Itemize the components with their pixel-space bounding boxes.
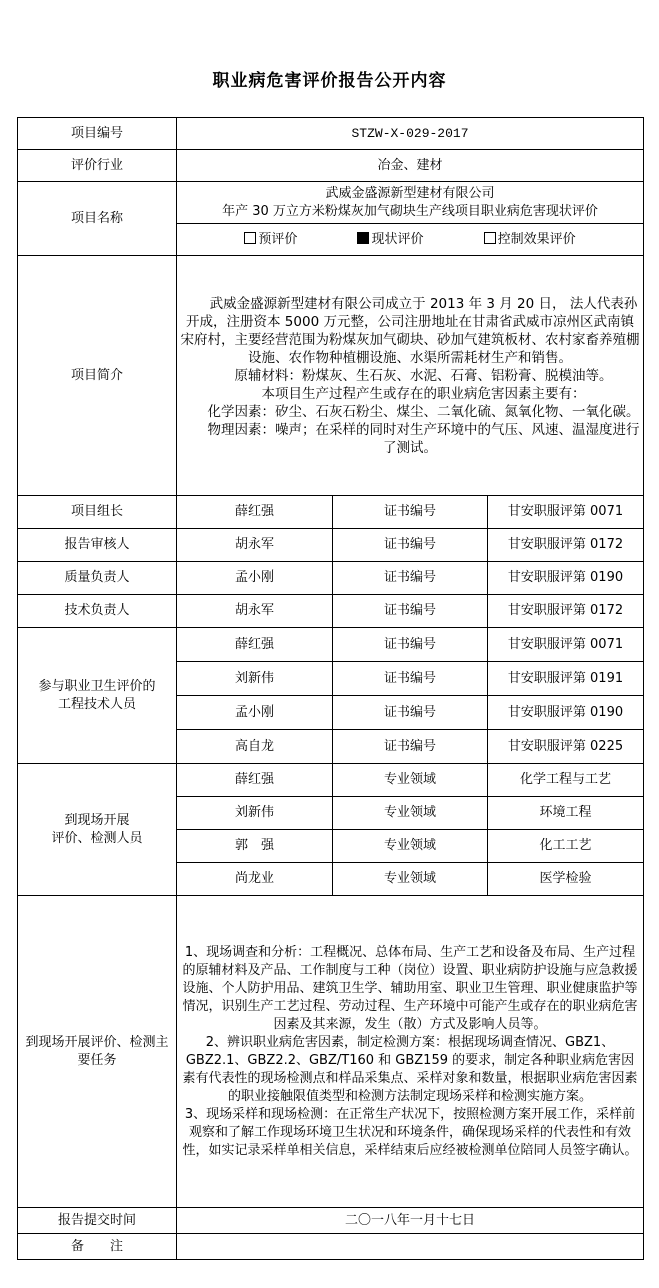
cert-label: 证书编号 (333, 529, 488, 562)
row-reviewer (18, 529, 644, 562)
engineer-name: 孟小刚 (177, 696, 333, 730)
eval-option-pre (244, 231, 297, 249)
field-value: 环境工程 (488, 797, 644, 830)
row-remarks (18, 1234, 644, 1260)
reviewer-label: 报告审核人 (18, 529, 177, 562)
row-tasks (18, 896, 644, 1208)
field-staff-label-line1: 到现场开展 (64, 812, 130, 828)
engineer-name: 高自龙 (177, 730, 333, 764)
row-engineer (18, 628, 644, 662)
intro-paragraph: 原辅材料：粉煤灰、生石灰、水泥、石膏、铝粉膏、脱模油等。 (234, 367, 613, 384)
cert-label: 证书编号 (333, 662, 488, 696)
tech-name: 胡永军 (177, 595, 333, 628)
eval-option-control (484, 231, 576, 249)
project-name-value (177, 182, 644, 224)
tasks-label: 到现场开展评价、检测主要任务 (18, 896, 177, 1208)
leader-name: 薛红强 (177, 496, 333, 529)
field-label: 专业领域 (333, 764, 488, 797)
checkbox-checked-icon (357, 232, 369, 244)
field-label: 专业领域 (333, 863, 488, 896)
intro-paragraph: 化学因素：矽尘、石灰石粉尘、煤尘、二氧化硫、氮氧化物、一氧化碳。 (207, 403, 640, 420)
cert-label: 证书编号 (333, 595, 488, 628)
engineer-cert: 甘安职服评第 0191 (488, 662, 644, 696)
field-label: 专业领域 (333, 797, 488, 830)
engineer-cert: 甘安职服评第 0225 (488, 730, 644, 764)
row-project-no (18, 118, 644, 150)
reviewer-name: 胡永军 (177, 529, 333, 562)
row-quality (18, 562, 644, 595)
eval-option-current (357, 231, 423, 249)
row-field-staff (18, 764, 644, 797)
project-no-label: 项目编号 (18, 118, 177, 150)
intro-text (177, 256, 644, 496)
row-industry (18, 150, 644, 182)
engineer-cert: 甘安职服评第 0190 (488, 696, 644, 730)
task-item: 2、辨识职业病危害因素，制定检测方案：根据现场调查情况、GBZ1、GBZ2.1、GBZ2.2、GBZ/T160 和 GBZ159 的要求，制定各种职业病危害因素有代表性的现场检测点和样品采集点、采样对象和数量，根据职业病危害因素的职业接触限值类型和检测方法制定现场采样和检测实施方案。 (182, 1034, 638, 1104)
field-staff-name: 刘新伟 (177, 797, 333, 830)
field-staff-label-line2: 评价、检测人员 (51, 830, 143, 846)
row-project-name (18, 182, 644, 224)
submit-label: 报告提交时间 (18, 1208, 177, 1234)
project-no-value: STZW-X-029-2017 (177, 118, 644, 150)
field-staff-name: 郭 强 (177, 830, 333, 863)
engineers-label (18, 628, 177, 764)
leader-cert: 甘安职服评第 0071 (488, 496, 644, 529)
cert-label: 证书编号 (333, 730, 488, 764)
checkbox-unchecked-icon (484, 232, 496, 244)
industry-label: 评价行业 (18, 150, 177, 182)
report-table (17, 117, 644, 1260)
cert-label: 证书编号 (333, 696, 488, 730)
engineer-name: 刘新伟 (177, 662, 333, 696)
field-value: 医学检验 (488, 863, 644, 896)
page-title: 职业病危害评价报告公开内容 (212, 71, 447, 91)
intro-label: 项目简介 (18, 256, 177, 496)
quality-label: 质量负责人 (18, 562, 177, 595)
cert-label: 证书编号 (333, 496, 488, 529)
engineer-cert: 甘安职服评第 0071 (488, 628, 644, 662)
field-staff-name: 尚龙业 (177, 863, 333, 896)
field-value: 化工工艺 (488, 830, 644, 863)
remarks-value (177, 1234, 644, 1260)
engineer-name: 薛红强 (177, 628, 333, 662)
eval-type-options (177, 224, 644, 256)
engineers-label-line2: 工程技术人员 (57, 696, 136, 712)
company-name: 武威金盛源新型建材有限公司 (325, 185, 495, 201)
submit-value: 二〇一八年一月十七日 (177, 1208, 644, 1234)
quality-name: 孟小刚 (177, 562, 333, 595)
quality-cert: 甘安职服评第 0190 (488, 562, 644, 595)
task-item: 3、现场采样和现场检测：在正常生产状况下，按照检测方案开展工作，采样前观察和了解工作现场环境卫生状况和环境条件，确保现场采样的代表性和有效性，如实记录采样单相关信息，采样结束后应经被检测单位陪同人员签字确认。 (182, 1106, 638, 1158)
field-staff-name: 薛红强 (177, 764, 333, 797)
eval-current-label: 现状评价 (371, 231, 424, 247)
row-leader (18, 496, 644, 529)
cert-label: 证书编号 (333, 628, 488, 662)
leader-label: 项目组长 (18, 496, 177, 529)
cert-label: 证书编号 (333, 562, 488, 595)
tasks-text (177, 896, 644, 1208)
field-value: 化学工程与工艺 (488, 764, 644, 797)
task-item: 1、现场调查和分析：工程概况、总体布局、生产工艺和设备及布局、生产过程的原辅材料及产品、工作制度与工种（岗位）设置、职业病防护设施与应急救援设施、个人防护用品、建筑卫生学、辅助用室、职业卫生管理、职业健康监护等情况，识别生产工艺过程、劳动过程、生产环境中可能产生或存在的职业病危害因素及其来源，发生（散）方式及影响人员等。 (182, 944, 638, 1032)
field-label: 专业领域 (333, 830, 488, 863)
tech-cert: 甘安职服评第 0172 (488, 595, 644, 628)
eval-pre-label: 预评价 (258, 231, 298, 247)
field-staff-label (18, 764, 177, 896)
intro-paragraph: 本项目生产过程产生或存在的职业病危害因素主要有： (261, 385, 586, 402)
project-title: 年产 30 万立方米粉煤灰加气砌块生产线项目职业病危害现状评价 (222, 203, 598, 219)
industry-value: 冶金、建材 (177, 150, 644, 182)
intro-paragraph: 物理因素：噪声；在采样的同时对生产环境中的气压、风速、温湿度进行了测试。 (207, 421, 640, 456)
project-name-label: 项目名称 (18, 182, 177, 256)
remarks-label: 备 注 (18, 1234, 177, 1260)
row-tech (18, 595, 644, 628)
row-submit (18, 1208, 644, 1234)
row-intro (18, 256, 644, 496)
eval-control-label: 控制效果评价 (497, 231, 576, 247)
checkbox-unchecked-icon (244, 232, 256, 244)
intro-paragraph: 武威金盛源新型建材有限公司成立于 2013 年 3 月 20 日， 法人代表孙开成，注册资本 5000 万元整，公司注册地址在甘肃省武威市凉州区武南镇宋府村，主要经营范围为粉煤灰加气砌块、砂加气建筑板材、农村家畜养殖棚设施、农作物种植棚设施、水渠所需耗材生产和销售。 (180, 295, 640, 366)
engineers-label-line1: 参与职业卫生评价的 (38, 678, 156, 694)
reviewer-cert: 甘安职服评第 0172 (488, 529, 644, 562)
tech-label: 技术负责人 (18, 595, 177, 628)
